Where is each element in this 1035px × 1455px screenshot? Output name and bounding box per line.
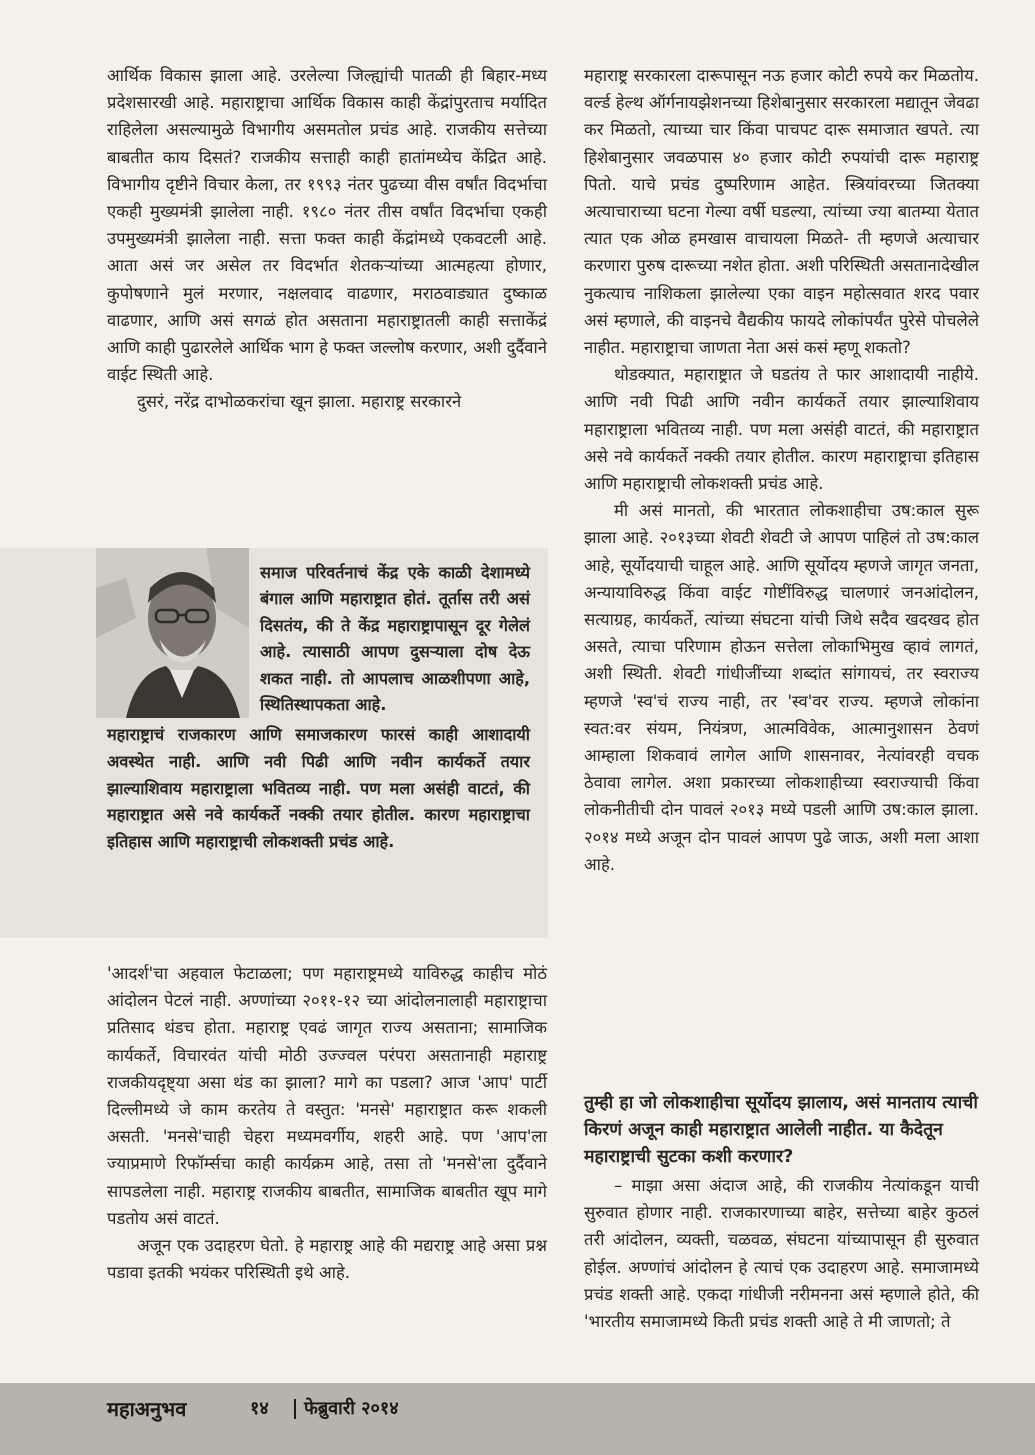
left-column-top <box>107 62 547 416</box>
right-column <box>584 62 979 878</box>
magazine-name: महाअनुभव <box>107 1397 187 1421</box>
interview-question: तुम्ही हा जो लोकशाहीचा सूर्योदय झालाय, असं मानताय त्याची किरणं अजून काही महाराष्ट्रात आलेली नाहीत. या कैदेतून महाराष्ट्राची सुटका कशी करणार? <box>584 1093 978 1167</box>
paragraph: थोडक्यात, महाराष्ट्रात जे घडतंय ते फार आशादायी नाहीये. आणि नवी पिढी आणि नवीन कार्यकर्ते तयार झाल्याशिवाय महाराष्ट्राला भवितव्य नाही. पण मला असंही वाटतं, की महाराष्ट्रात असे नवे कार्यकर्ते नक्की तयार होतील. कारण महाराष्ट्राचा इतिहास आणि महाराष्ट्राची लोकशक्ती प्रचंड आहे. <box>584 365 979 494</box>
left-column-bottom <box>107 960 547 1286</box>
paragraph: अजून एक उदाहरण घेतो. हे महाराष्ट्र आहे की मद्यराष्ट्र आहे असा प्रश्न पडावा इतकी भयंकर परिस्थिती इथे आहे. <box>107 1236 547 1283</box>
portrait-image <box>96 548 249 718</box>
author-photo <box>96 548 249 718</box>
footer-divider <box>294 1399 296 1419</box>
pull-quote-text-continued: महाराष्ट्राचं राजकारण आणि समाजकारण फारसं काही आशादायी अवस्थेत नाही. आणि नवी पिढी आणि नवीन कार्यकर्ते तयार झाल्याशिवाय महाराष्ट्राला भवितव्य नाही. पण मला असंही वाटतं, की महाराष्ट्रात असे नवे कार्यकर्ते नक्की तयार होतील. कारण महाराष्ट्राचा इतिहास आणि महाराष्ट्राची लोकशक्ती प्रचंड आहे. <box>107 725 530 852</box>
paragraph: महाराष्ट्र सरकारला दारूपासून नऊ हजार कोटी रुपये कर मिळतोय. वर्ल्ड हेल्थ ऑर्गनायझेशनच्या हिशेबानुसार सरकारला मद्यातून जेवढा कर मिळतो, त्याच्या चार किंवा पाचपट दारू समाजात खपते. त्या हिशेबानुसार जवळपास ४० हजार कोटी रुपयांची दारू महाराष्ट्र पितो. याचे प्रचंड दुष्परिणाम आहेत. स्त्रियांवरच्या जितक्या अत्याचाराच्या घटना गेल्या वर्षी घडल्या, त्यांच्या ज्या बातम्या येतात त्यात एक ओळ हमखास वाचायला मिळते- ती म्हणजे अत्याचार करणारा पुरुष दारूच्या नशेत होता. अशी परिस्थिती असतानादेखील नुकत्याच नाशिकला झालेल्या एका वाइन महोत्सवात शरद पवार असं म्हणाले, की वाइनचे वैद्यकीय फायदे लोकांपर्यंत पुरेसे पोचलेले नाहीत. महाराष्ट्राचा जाणता नेता असं कसं म्हणू शकतो? <box>584 66 979 358</box>
paragraph: 'आदर्श'चा अहवाल फेटाळला; पण महाराष्ट्रमध्ये याविरुद्ध काहीच मोठं आंदोलन पेटलं नाही. अण्णांच्या २०११-१२ च्या आंदोलनालाही महाराष्ट्राचा प्रतिसाद थंडच होता. महाराष्ट्र एवढं जागृत राज्य असताना; सामाजिक कार्यकर्ते, विचारवंत यांची मोठी उज्ज्वल परंपरा असतानाही महाराष्ट्र राजकीयदृष्ट्या असा थंड का झाला? मागे का पडला? आज 'आप' पार्टी दिल्लीमध्ये जे काम करतेय ते वस्तुत: 'मनसे' महाराष्ट्रात करू शकली असती. 'मनसे'चाही चेहरा मध्यमवर्गीय, शहरी आहे. पण 'आप'ला ज्याप्रमाणे रिफॉर्म्सचा काही कार्यक्रम आहे, तसा तो 'मनसे'ला दुर्दैवाने सापडलेला नाही. महाराष्ट्र राजकीय बाबतीत, सामाजिक बाबतीत खूप मागे पडतोय असं वाटतं. <box>107 964 547 1228</box>
pull-quote-text: समाज परिवर्तनाचं केंद्र एके काळी देशामध्ये बंगाल आणि महाराष्ट्रात होतं. तूर्तास तरी असं दिसतंय, की ते केंद्र महाराष्ट्रापासून दूर गेलेलं आहे. त्यासाठी आपण दुसऱ्याला दोष देऊ शकत नाही. तो आपलाच आळशीपणा आहे, स्थितिस्थापकता आहे. <box>260 563 530 715</box>
issue-date: फेब्रुवारी २०१४ <box>304 1398 399 1419</box>
paragraph: आर्थिक विकास झाला आहे. उरलेल्या जिल्ह्यांची पातळी ही बिहार-मध्य प्रदेशसारखी आहे. महाराष्ट्राचा आर्थिक विकास काही केंद्रांपुरताच मर्यादित राहिलेला असल्यामुळे विभागीय असमतोल प्रचंड आहे. राजकीय सत्तेच्या बाबतीत काय दिसतं? राजकीय सत्ताही काही हातांमध्येच केंद्रित आहे. विभागीय दृष्टीने विचार केला, तर १९९३ नंतर पुढच्या वीस वर्षांत विदर्भाचा एकही मुख्यमंत्री झालेला नाही. १९८० नंतर तीस वर्षांत विदर्भाचा एकही उपमुख्यमंत्री झालेला नाही. सत्ता फक्त काही केंद्रांमध्ये एकवटली आहे. आता असं जर असेल तर विदर्भात शेतकऱ्यांच्या आत्महत्या होणार, कुपोषणाने मुलं मरणार, नक्षलवाद वाढणार, मराठवाड्यात दुष्काळ वाढणार, आणि असं सगळं होत असताना महाराष्ट्रातली काही सत्ताकेंद्रं आणि काही पुढारलेले आर्थिक भाग हे फक्त जल्लोष करणार, अशी दुर्दैवाने वाईट स्थिती आहे. <box>107 66 547 385</box>
right-column-answer <box>584 1172 979 1335</box>
page-number: १४ <box>250 1398 269 1419</box>
paragraph: मी असं मानतो, की भारतात लोकशाहीचा उष:काल सुरू झाला आहे. २०१३च्या शेवटी शेवटी जे आपण पाहिलं तो उष:काल आहे, सूर्योदयाची चाहूल आहे. आणि सूर्योदय म्हणजे जागृत जनता, अन्यायाविरुद्ध किंवा वाईट गोष्टींविरुद्ध चालणारं जनआंदोलन, सत्याग्रह, कार्यकर्ते, त्यांच्या संघटना यांची जिथे सदैव खदखद होत असते, त्याचा परिणाम होऊन सत्तेला लोकाभिमुख व्हावं लागतं, अशी स्थिती. शेवटी गांधीजींच्या शब्दांत सांगायचं, तर स्वराज्य म्हणजे 'स्व'चं राज्य नाही, तर 'स्व'वर राज्य. म्हणजे लोकांना स्वत:वर संयम, नियंत्रण, आत्मविवेक, आत्मानुशासन ठेवणं आम्हाला शिकवावं लागेल आणि शासनावर, नेत्यांवरही वचक ठेवावा लागेल. अशा प्रकारच्या लोकशाहीच्या स्वराज्याची किंवा लोकनीतीची दोन पावलं २०१३ मध्ये पडली आणि उष:काल झाला. २०१४ मध्ये अजून दोन पावलं आपण पुढे जाऊ, अशी मला आशा आहे. <box>584 501 979 874</box>
interview-answer: – माझा असा अंदाज आहे, की राजकीय नेत्यांकडून याची सुरुवात होणार नाही. राजकारणाच्या बाहेर, सत्तेच्या बाहेर कुठलं तरी आंदोलन, व्यक्ती, चळवळ, संघटना यांच्यापासून ही सुरुवात होईल. अण्णांचं आंदोलन हे त्याचं एक उदाहरण आहे. समाजामध्ये प्रचंड शक्ती आहे. एकदा गांधीजी नरीमनना असं म्हणाले होते, की 'भारतीय समाजामध्ये किती प्रचंड शक्ती आहे ते मी जाणतो; ते <box>584 1176 979 1332</box>
paragraph: दुसरं, नरेंद्र दाभोळकरांचा खून झाला. महाराष्ट्र सरकारने <box>137 392 462 412</box>
